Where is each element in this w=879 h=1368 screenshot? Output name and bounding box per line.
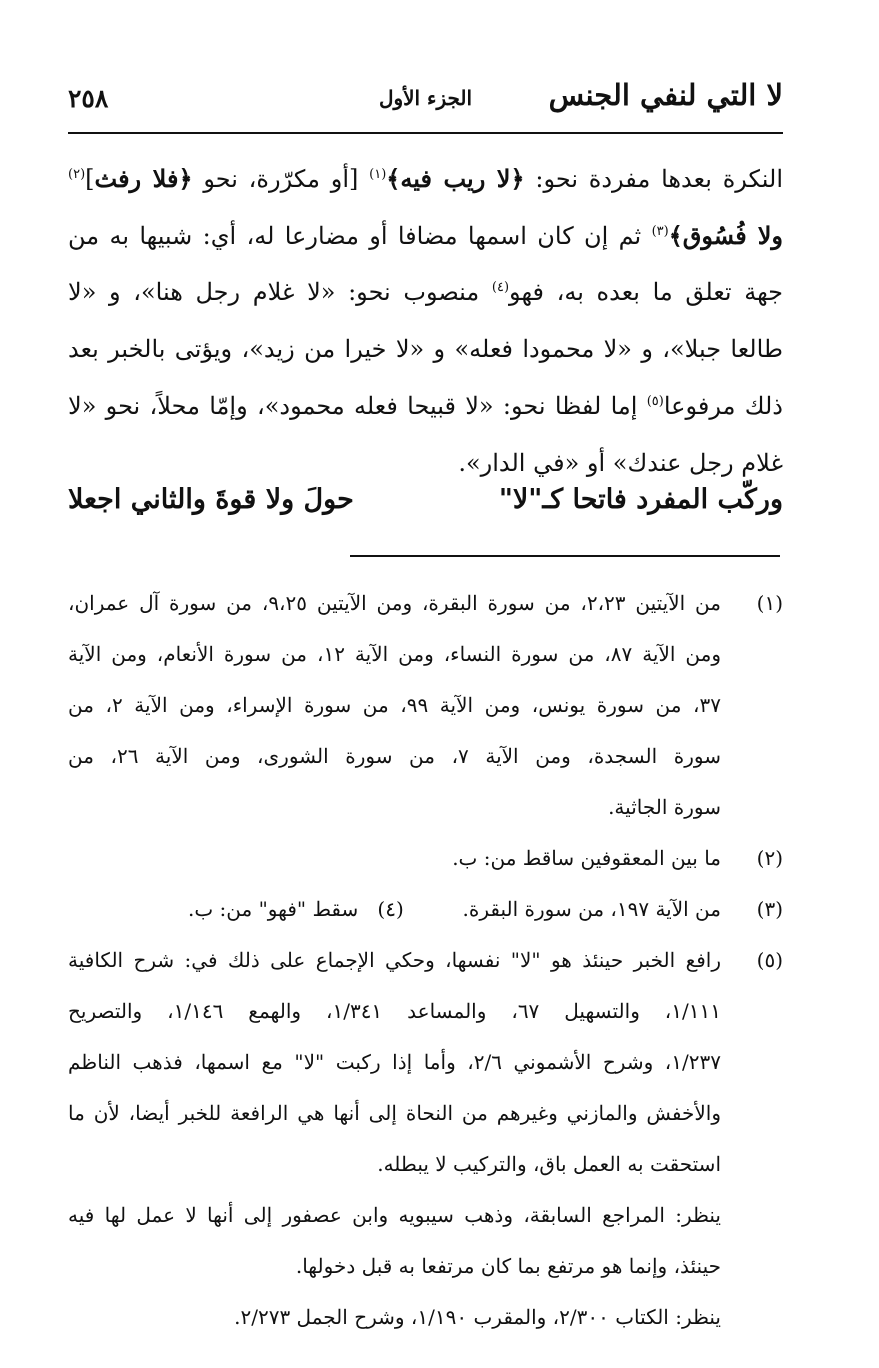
- footnote-text: والأخفش والمازني وغيرهم من النحاة إلى أنها هي الرافعة للخبر أيضا، لأن ما: [68, 1101, 721, 1125]
- footnote-5-line: [68, 1037, 783, 1088]
- footnote-5-line: [68, 1241, 783, 1292]
- text-run: جهة تعلق ما بعده به، فهو: [509, 278, 783, 306]
- text-run: غلام رجل عندك» أو «في الدار».: [458, 449, 783, 477]
- footnote-4: [188, 884, 404, 935]
- footnote-number: (٣): [756, 897, 783, 921]
- footnote-text: سقط "فهو" من: ب.: [188, 897, 359, 921]
- footnote-number: (٥): [756, 948, 783, 972]
- text-line-5: [68, 378, 783, 435]
- footnote-ref[interactable]: (٥): [646, 394, 664, 409]
- quran-quote: ﴿لا ريب فيه﴾: [386, 164, 525, 193]
- text-run: ذلك مرفوعا: [663, 392, 783, 420]
- footnote-text: ينظر: الكتاب ٢/٣٠٠، والمقرب ١/١٩٠، وشرح الجمل ٢/٢٧٣.: [234, 1305, 721, 1329]
- text-line-4: [68, 321, 783, 378]
- bracket: ]: [85, 165, 95, 193]
- footnote-text: ١/٢٣٧، وشرح الأشموني ٢/٦، وأما إذا ركبت "لا" مع اسمها، فذهب الناظم: [68, 1050, 721, 1074]
- footnote-ref[interactable]: (٤): [491, 280, 510, 295]
- footnote-text: ١/١١١، والتسهيل ٦٧، والمساعد ١/٣٤١، والهمع ١/١٤٦، والتصريح: [68, 999, 721, 1023]
- footnote-text: استحقت به العمل باق، والتركيب لا يبطله.: [377, 1152, 721, 1176]
- footnote-3-4: [68, 884, 783, 935]
- footnote-text: من الآيتين ٢،٢٣، من سورة البقرة، ومن الآيتين ٩،٢٥، من سورة آل عمران،: [68, 591, 721, 615]
- footnote-text: ومن الآية ٨٧، من سورة النساء، ومن الآية ١٢، من سورة الأنعام، ومن الآية: [68, 642, 721, 666]
- footnote-text: سورة الجاثية.: [608, 795, 721, 819]
- footnote-5-line: [68, 1190, 783, 1241]
- footnote-1: [68, 578, 783, 629]
- verse-second-hemistich: حولَ ولا قوةَ والثاني اجعلا: [68, 484, 354, 515]
- footnote-ref[interactable]: (٢): [68, 167, 86, 182]
- main-text: [68, 150, 783, 492]
- footnote-text: ينظر: المراجع السابقة، وذهب سيبويه وابن عصفور إلى أنها لا عمل لها فيه: [68, 1203, 721, 1227]
- footnote-5-line: [68, 1292, 783, 1343]
- footnote-text: ما بين المعقوفين ساقط من: ب.: [452, 846, 721, 870]
- footnote-1-line: [68, 629, 783, 680]
- text-run: النكرة بعدها مفردة نحو:: [524, 165, 783, 193]
- footnote-text: سورة السجدة، ومن الآية ٧، من سورة الشورى، ومن الآية ٢٦، من: [68, 744, 721, 768]
- footnote-1-line: [68, 680, 783, 731]
- footnote-1-line: [68, 782, 783, 833]
- quran-quote: ﴿فلا رفث: [94, 164, 193, 193]
- footnote-1-line: [68, 731, 783, 782]
- footnote-number: (١): [756, 591, 783, 615]
- text-run: ثم إن كان اسمها مضافا أو مضارعا له، أي: شبيها به من: [68, 222, 652, 250]
- text-line-2: [68, 207, 783, 264]
- text-line-3: [68, 264, 783, 321]
- quran-quote: ولا فُسُوق﴾: [668, 221, 783, 250]
- footnote-2: [68, 833, 783, 884]
- text-run: منصوب نحو: «لا غلام رجل هنا»، و «لا: [68, 278, 492, 306]
- footnote-text: من الآية ١٩٧، من سورة البقرة.: [462, 897, 721, 921]
- text-run: طالعا جبلا»، و «لا محمودا فعله» و «لا خيرا من زيد»، ويؤتى بالخبر بعد: [68, 335, 783, 363]
- footnote-5-line: [68, 1088, 783, 1139]
- verse-first-hemistich: وركّب المفرد فاتحا كـ"لا": [498, 484, 783, 515]
- footnote-separator: [350, 555, 780, 557]
- page-header: [68, 78, 783, 124]
- page-number: ٢٥٨: [68, 84, 109, 113]
- footnote-ref[interactable]: (١): [369, 167, 387, 182]
- running-title: لا التي لنفي الجنس: [548, 78, 783, 112]
- footnotes: [68, 578, 783, 1343]
- footnote-text: حينئذ، وإنما هو مرتفع بما كان مرتفعا به قبل دخولها.: [295, 1254, 721, 1278]
- text-run: [أو مكرّرة، نحو: [192, 165, 370, 193]
- text-run: إما لفظا نحو: «لا قبيحا فعله محمود»، وإمّا محلاً، نحو «لا: [68, 392, 647, 420]
- footnote-text: رافع الخبر حينئذ هو "لا" نفسها، وحكي الإجماع على ذلك في: شرح الكافية: [68, 948, 721, 972]
- header-rule: [68, 132, 783, 134]
- poetry-verse: [68, 476, 783, 532]
- footnote-number: (٤): [377, 897, 404, 921]
- footnote-ref[interactable]: (٣): [651, 224, 669, 239]
- footnote-5-line: [68, 986, 783, 1037]
- footnote-text: ٣٧، من سورة يونس، ومن الآية ٩٩، من سورة الإسراء، ومن الآية ٢، من: [68, 693, 721, 717]
- volume-label: الجزء الأول: [378, 86, 473, 110]
- footnote-5: [68, 935, 783, 986]
- footnote-number: (٢): [756, 846, 783, 870]
- text-line-1: [68, 150, 783, 207]
- footnote-5-line: [68, 1139, 783, 1190]
